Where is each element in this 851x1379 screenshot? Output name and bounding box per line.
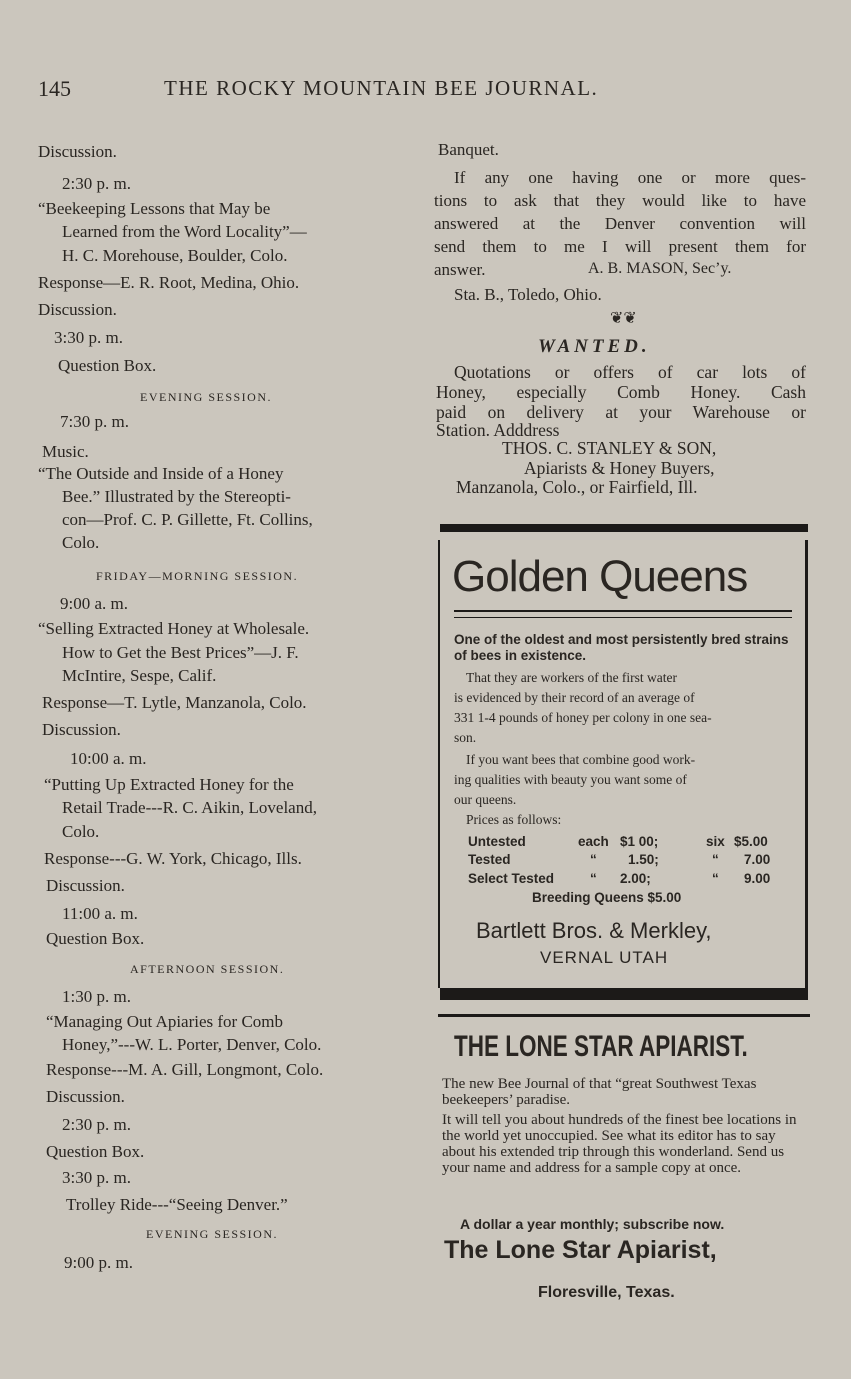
ad-title: Golden Queens [452, 552, 748, 601]
wanted-line: paid on delivery at your Warehouse or [436, 402, 806, 422]
journal-title: THE ROCKY MOUNTAIN BEE JOURNAL. [164, 76, 599, 100]
ad-body-line: our queens. [454, 792, 517, 807]
session-heading: EVENING SESSION. [140, 390, 272, 404]
ad-body-line: son. [454, 730, 477, 745]
price-six: 7.00 [744, 852, 771, 867]
wanted-line: Station. Adddress [436, 420, 560, 440]
ad-firm-name: Bartlett Bros. & Merkley, [476, 918, 712, 943]
program-line: Learned from the Word Locality”— [62, 222, 307, 241]
program-line: Music. [42, 442, 89, 461]
program-line: “The Outside and Inside of a Honey [38, 464, 284, 483]
program-line: 1:30 p. m. [62, 987, 131, 1006]
program-line: 9:00 a. m. [60, 594, 128, 613]
price-each: $1 00; [620, 834, 659, 849]
fleuron-ornament: ❦❦ [610, 310, 637, 327]
program-line: Trolley Ride---“Seeing Denver.” [66, 1195, 288, 1214]
ad-body-line: That they are workers of the first water [466, 670, 678, 685]
wanted-firm: Manzanola, Colo., or Fairfield, Ill. [456, 477, 698, 497]
ad-border-top [440, 524, 808, 532]
price-each-label: “ [590, 852, 597, 867]
program-line: 9:00 p. m. [64, 1253, 133, 1272]
program-line: “Putting Up Extracted Honey for the [44, 775, 294, 794]
program-line: Question Box. [46, 929, 145, 948]
ad-border-left [438, 540, 440, 988]
ad-rule [454, 610, 792, 612]
wanted-heading: WANTED. [538, 336, 651, 357]
program-line: Discussion. [46, 876, 125, 895]
program-line: Question Box. [46, 1142, 145, 1161]
notice-answer: answer. [434, 260, 486, 279]
golden-queens-ad [436, 524, 808, 1000]
program-line: Discussion. [38, 300, 117, 319]
notice-line: answered at the Denver convention will [434, 214, 806, 233]
program-line: Colo. [62, 533, 100, 552]
price-six: 9.00 [744, 871, 771, 886]
program-line: “Beekeeping Lessons that May be [38, 199, 271, 218]
banquet-line: Banquet. [438, 140, 499, 159]
ad-publication-town: Floresville, Texas. [538, 1284, 675, 1301]
wanted-firm: THOS. C. STANLEY & SON, [502, 438, 717, 458]
wanted-firm: Apiarists & Honey Buyers, [524, 458, 715, 478]
program-line: 10:00 a. m. [70, 749, 147, 768]
price-each-label: each [578, 834, 609, 849]
program-line: 3:30 p. m. [62, 1168, 131, 1187]
ad-title: THE LONE STAR APIARIST. [454, 1030, 748, 1063]
program-line: Colo. [62, 822, 100, 841]
ad-border-bottom [440, 988, 808, 1000]
program-line: How to Get the Best Prices”—J. F. [62, 643, 299, 662]
ad-paragraph: The new Bee Journal of that “great Southwest Texas beekeepers’ paradise. [442, 1076, 757, 1108]
page-header [38, 74, 798, 106]
program-line: Response---M. A. Gill, Longmont, Colo. [46, 1060, 324, 1079]
ad-body-line: 331 1-4 pounds of honey per colony in one sea- [454, 710, 712, 725]
price-grade: Tested [468, 852, 511, 867]
ad-rule [438, 1014, 810, 1017]
program-line: Discussion. [42, 720, 121, 739]
wanted-line: Honey, especially Comb Honey. Cash [436, 382, 806, 402]
ad-publication-name: The Lone Star Apiarist, [444, 1236, 717, 1264]
program-line: “Selling Extracted Honey at Wholesale. [38, 619, 310, 638]
ad-body-line: Prices as follows: [466, 812, 562, 827]
session-heading: EVENING SESSION. [146, 1227, 278, 1241]
program-line: 7:30 p. m. [60, 412, 129, 431]
program-line: Bee.” Illustrated by the Stereopti- [62, 487, 291, 506]
ad-lead: One of the oldest and most persistently bred strains of bees in existence. [454, 632, 789, 663]
program-line: McIntire, Sespe, Calif. [62, 666, 217, 685]
notice-line: send them to me I will present them for [434, 237, 806, 256]
program-line: Discussion. [38, 142, 117, 161]
program-line: Response—E. R. Root, Medina, Ohio. [38, 273, 300, 292]
program-line: Honey,”---W. L. Porter, Denver, Colo. [62, 1035, 322, 1054]
ad-body-line: If you want bees that combine good work- [466, 752, 696, 767]
program-line: 2:30 p. m. [62, 1115, 131, 1134]
ad-body-line: ing qualities with beauty you want some of [454, 772, 687, 787]
program-line: H. C. Morehouse, Boulder, Colo. [62, 246, 288, 265]
notice-line: If any one having one or more ques- [454, 168, 806, 187]
price-grade: Select Tested [468, 871, 555, 886]
price-each: 1.50; [628, 852, 659, 867]
breeding-queens-price: Breeding Queens $5.00 [532, 890, 682, 905]
program-line: Response---G. W. York, Chicago, Ills. [44, 849, 302, 868]
ad-paragraph: It will tell you about hundreds of the finest bee locations in the world yet unoccupied. See what its editor has to say about his extended trip through this wonderland. Send us your name and address for a sample copy at once. [442, 1112, 797, 1176]
price-six-label: six [706, 834, 725, 849]
notice-line: tions to ask that they would like to have [434, 191, 806, 210]
subscribe-line: A dollar a year monthly; subscribe now. [460, 1216, 725, 1232]
price-grade: Untested [468, 834, 526, 849]
signature-address: Sta. B., Toledo, Ohio. [454, 285, 602, 304]
ad-body-line: is evidenced by their record of an average of [454, 690, 695, 705]
program-line: Response—T. Lytle, Manzanola, Colo. [42, 693, 307, 712]
price-each-label: “ [590, 871, 597, 886]
program-line: 11:00 a. m. [62, 904, 138, 923]
lone-star-ad [438, 1014, 812, 1314]
program-line: 2:30 p. m. [62, 174, 131, 193]
signature: A. B. MASON, Sec’y. [588, 260, 732, 277]
session-heading: AFTERNOON SESSION. [130, 962, 285, 976]
price-six-label: “ [712, 871, 719, 886]
program-line: Discussion. [46, 1087, 125, 1106]
page-number: 145 [38, 76, 71, 101]
program-line: con—Prof. C. P. Gillette, Ft. Collins, [62, 510, 313, 529]
wanted-line: Quotations or offers of car lots of [454, 362, 806, 382]
ad-firm-place: VERNAL UTAH [540, 948, 669, 967]
session-heading: FRIDAY—MORNING SESSION. [96, 569, 299, 583]
program-line: Retail Trade---R. C. Aikin, Loveland, [62, 798, 317, 817]
price-each: 2.00; [620, 871, 651, 886]
price-six: $5.00 [734, 834, 768, 849]
ad-rule [454, 617, 792, 618]
program-line: Question Box. [58, 356, 157, 375]
program-line: “Managing Out Apiaries for Comb [46, 1012, 284, 1031]
program-line: 3:30 p. m. [54, 328, 123, 347]
price-six-label: “ [712, 852, 719, 867]
